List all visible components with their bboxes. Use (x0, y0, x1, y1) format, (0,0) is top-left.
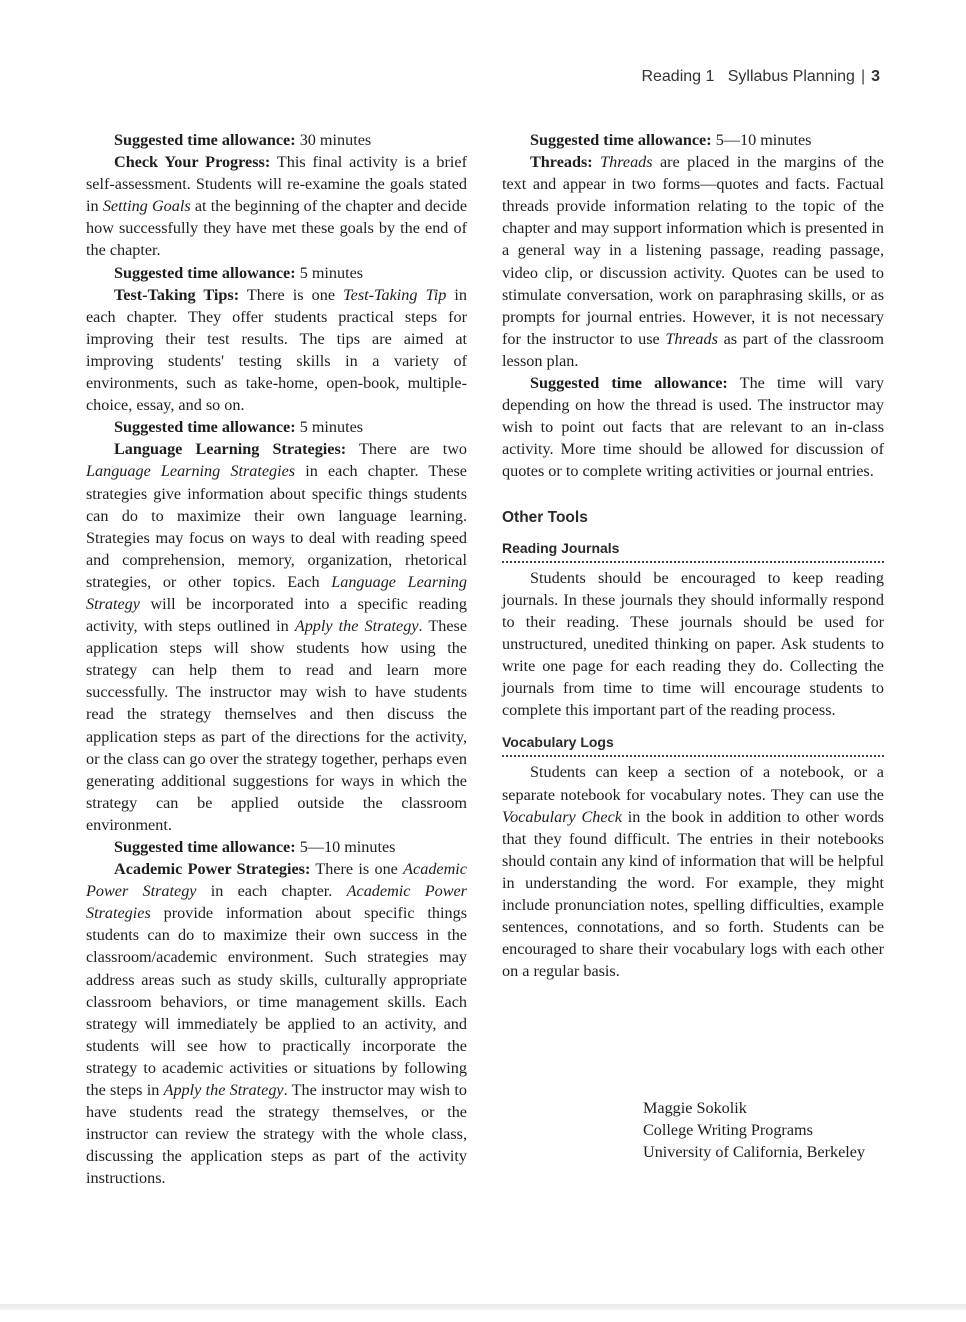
italic-term: Threads (665, 329, 718, 348)
term-label: Language Learning Strategies: (114, 440, 347, 459)
paragraph (86, 262, 467, 284)
italic-term: Apply the Strategy (163, 1081, 284, 1100)
text-run: There is one (310, 860, 404, 879)
time-allowance-label: Suggested time allowance: (530, 131, 712, 149)
text-run: in each chapter. (196, 882, 347, 901)
time-allowance-value: 5 minutes (295, 263, 364, 282)
text-run: are placed in the margins of the text and appear in two forms—quotes and facts. Factual threads provide information relating to the topic of the chapter and may support information which is presented in a general way in a listening passage, reading passage, video clip, or discussion activity. Quotes can be used to stimulate conversation, work on paraphrasing skills, or as prompts for journal entries. However, it is not necessary for the instructor to use (502, 153, 884, 348)
italic-term: Language Learning Strategy (86, 572, 467, 613)
author-institution: University of California, Berkeley (643, 1143, 866, 1162)
text-run: will be incorporated into a specific reading activity, with steps outlined in (86, 594, 467, 636)
time-allowance-value: 5—10 minutes (295, 838, 396, 856)
text-run: . The instructor may wish to have students read the strategy themselves, or the instructor can review the strategy with the whole class, discussing the application steps as part of the activity instructions. (86, 1081, 467, 1188)
time-allowance-value: 5 minutes (295, 418, 364, 437)
paragraph (86, 836, 467, 858)
paragraph (86, 129, 467, 151)
italic-term: Setting Goals (102, 197, 191, 216)
text-run: as part of the classroom lesson plan. (502, 329, 884, 370)
text-run: provide information about specific things students can do to maximize their own success in the classroom/academic environment. Such strategies may address areas such as study skills, culturally appropriate classroom behaviors, or time management skills. Each strategy will immediately be applied to an activity, and students will see how to practically incorporate the strategy to academic activities or situations by following the steps in (86, 904, 467, 1100)
text-run (593, 153, 600, 171)
time-allowance-label: Suggested time allowance: (530, 374, 728, 393)
header-section: Syllabus Planning (727, 68, 855, 85)
author-program: College Writing Programs (643, 1121, 813, 1140)
time-allowance-label: Suggested time allowance: (114, 418, 296, 437)
paragraph (502, 372, 884, 482)
left-column (86, 129, 467, 1190)
text-run: at the beginning of the chapter and decide how successfully they have met these goals by the end of the chapter. (86, 197, 468, 260)
italic-term: Vocabulary Check (502, 807, 622, 826)
time-allowance-label: Suggested time allowance: (114, 131, 296, 149)
time-allowance-value: 30 minutes (295, 131, 372, 149)
paragraph (86, 151, 467, 261)
header-chapter: Reading 1 (641, 68, 715, 85)
paragraph: Students should be encouraged to keep reading journals. In these journals they should informally respond to their reading. These journals should be used for unstructured, unedited thinking on paper. Ask students to write one page for each reading they do. Collecting the journals from time to time will encourage students to complete this important part of the reading process. (502, 568, 884, 720)
term-label: Check Your Progress: (114, 153, 271, 172)
italic-term: Test-Taking Tip (343, 285, 447, 304)
paragraph (502, 151, 884, 372)
paragraph (502, 129, 884, 151)
term-label: Threads: (530, 153, 593, 172)
text-run: Students can keep a section of a notebook, or a separate notebook for vocabulary notes. They can use the (502, 763, 884, 804)
time-allowance-label: Suggested time allowance: (114, 838, 296, 856)
spacer (502, 721, 884, 731)
paragraph (86, 284, 467, 417)
text-run: There are two (346, 440, 467, 459)
time-allowance-label: Suggested time allowance: (114, 263, 296, 282)
italic-term: Academic Power Strategy (86, 860, 467, 901)
paragraph (86, 858, 467, 1189)
paragraph (86, 416, 467, 438)
signature-block (643, 1097, 865, 1163)
text-run: There is one (239, 285, 344, 304)
italic-term: Apply the Strategy (294, 617, 419, 636)
header-separator: | (860, 68, 866, 85)
time-allowance-value: 5—10 minutes (711, 131, 812, 149)
text-run: in each chapter. These strategies give information about specific things students can do to maximize their own language learning. Strategies may focus on ways to deal with reading speed and comprehension, memory, organization, rhetorical strategies, or other topics. Each (86, 462, 467, 591)
text-run: in the book in addition to other words that they found difficult. The entries in their notebooks should contain any kind of information that will be helpful in understanding the word. For example, they might include pronunciation notes, spelling difficulties, example sentences, connotations, and so forth. Students can be encouraged to share their vocabulary logs with each other on a regular basis. (502, 807, 884, 981)
italic-term: Academic Power Strategies (86, 882, 467, 923)
subsection-heading: Vocabulary Logs (502, 731, 884, 757)
text-run: in each chapter. They offer students practical steps for improving their test results. The tips are aimed at improving students' testing skills in a variety of environments, such as take-home, open-book, multiple-choice, essay, and so on. (86, 285, 467, 415)
italic-term: Language Learning Strategies (86, 462, 296, 481)
author-name: Maggie Sokolik (643, 1099, 747, 1117)
paragraph (86, 438, 467, 836)
term-label: Academic Power Strategies: (114, 860, 311, 879)
subsection-heading: Reading Journals (502, 537, 884, 563)
page-bottom-edge (0, 1304, 966, 1310)
text-run: This final activity is a brief self-assessment. Students will re-examine the goals stated in (86, 153, 467, 216)
term-label: Test-Taking Tips: (114, 285, 240, 304)
time-allowance-value: The time will vary depending on how the thread is used. The instructor may wish to point out facts that are relevant to an in-class activity. More time should be allowed for discussion of quotes or to complete writing activities or journal entries. (502, 374, 884, 481)
running-header (641, 68, 880, 86)
italic-term: Threads (600, 153, 653, 172)
section-heading: Other Tools (502, 508, 588, 526)
text-run: . These application steps will show students how using the strategy can help them to read and learn more successfully. The instructor may wish to have students read the strategy themselves and then discuss the application steps as part of the directions for the activity, or the class can go over the strategy together, perhaps even generating additional suggestions for ways in which the strategy can be applied outside the classroom environment. (86, 617, 468, 834)
right-column (502, 129, 884, 982)
page-number: 3 (871, 68, 880, 85)
paragraph (502, 761, 884, 982)
